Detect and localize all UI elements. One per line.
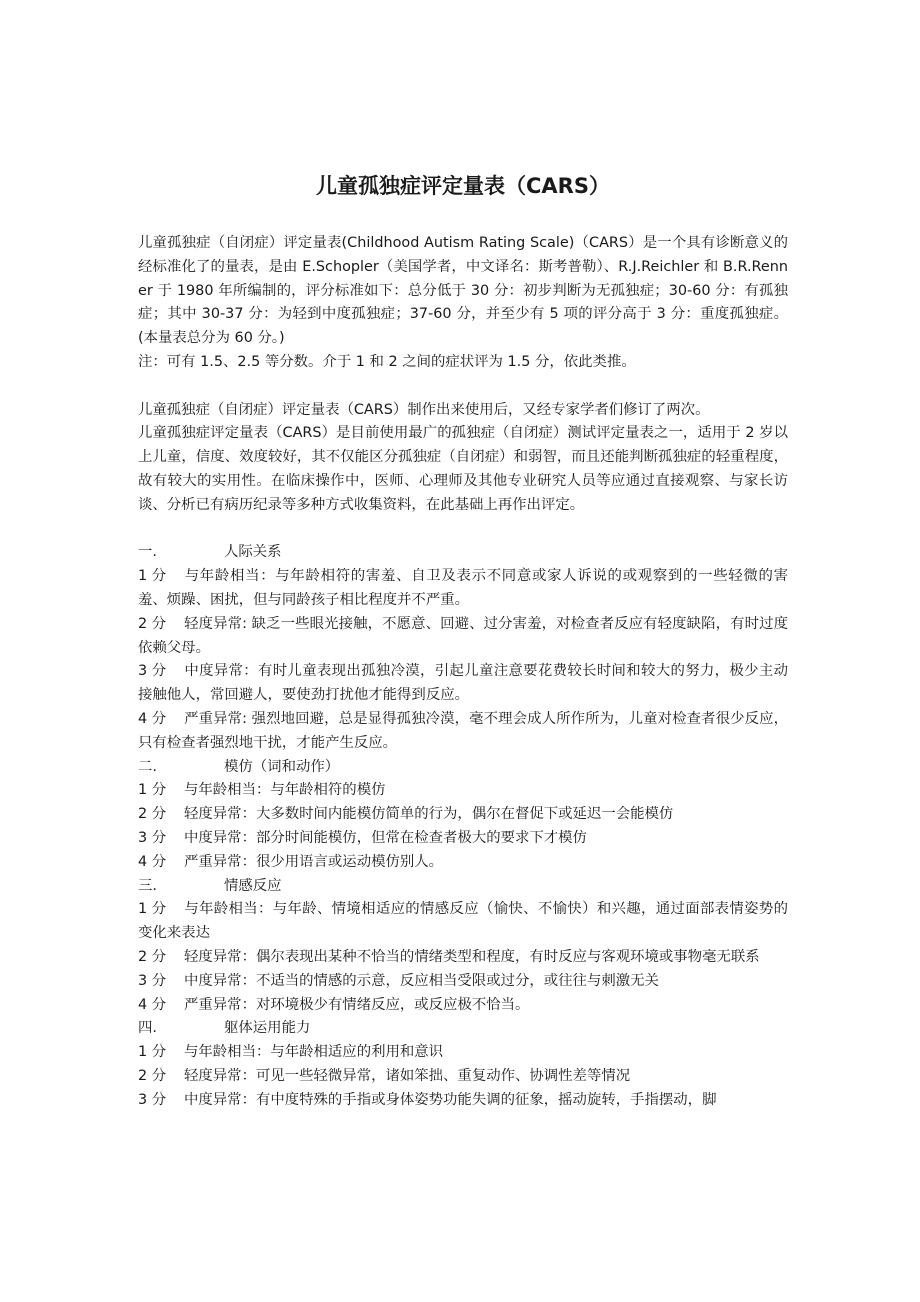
score-label: 2 分 — [138, 615, 167, 632]
score-description: 轻度异常：偶尔表现出某种不恰当的情绪类型和程度，有时反应与客观环境或事物毫无联系 — [184, 948, 760, 965]
section-name: 情感反应 — [224, 877, 282, 894]
score-item — [138, 851, 788, 875]
score-description: 轻度异常：可见一些轻微异常，诸如笨拙、重复动作、协调性差等情况 — [184, 1067, 631, 1084]
score-item — [138, 565, 788, 613]
score-label: 3 分 — [138, 972, 167, 989]
score-description: 中度异常：有时儿童表现出孤独冷漠，引起儿童注意要花费较长时间和较大的努力，极少主动接触他人，常回避人，要使劲打扰他才能得到反应。 — [138, 663, 788, 704]
score-item — [138, 994, 788, 1018]
score-item — [138, 660, 788, 708]
section-number: 二. — [138, 758, 157, 775]
score-description: 轻度异常：大多数时间内能模仿简单的行为，偶尔在督促下或延迟一会能模仿 — [184, 806, 674, 823]
background-paragraph: 儿童孤独症评定量表（CARS）是目前使用最广的孤独症（自闭症）测试评定量表之一，适用于 2 岁以上儿童，信度、效度较好，其不仅能区分孤独症（自闭症）和弱智，而且还能判断孤独症的轻重程度，故有较大的实用性。在临床操作中，医师、心理师及其他专业研究人员等应通过直接观察、与家长访谈、分析已有病历纪录等多种方式收集资料，在此基础上再作出评定。 — [138, 425, 788, 513]
score-description: 严重异常：很少用语言或运动模仿别人。 — [184, 853, 444, 870]
section-name: 人际关系 — [224, 544, 282, 561]
score-description: 中度异常：有中度特殊的手指或身体姿势功能失调的征象，摇动旋转，手指摆动，脚 — [184, 1091, 717, 1108]
section-heading — [138, 1017, 788, 1041]
document-body — [138, 232, 788, 1112]
score-description: 轻度异常: 缺乏一些眼光接触，不愿意、回避、过分害羞，对检查者反应有轻度缺陷，有时过度依赖父母。 — [138, 615, 788, 656]
score-label: 3 分 — [138, 829, 167, 846]
score-description: 中度异常：不适当的情感的示意，反应相当受限或过分，或往往与刺激无关 — [184, 972, 659, 989]
score-label: 2 分 — [138, 948, 167, 965]
score-label: 1 分 — [138, 782, 167, 799]
score-description: 中度异常：部分时间能模仿，但常在检查者极大的要求下才模仿 — [184, 829, 587, 846]
score-label: 1 分 — [138, 1044, 167, 1061]
score-label: 4 分 — [138, 710, 167, 727]
score-item — [138, 708, 788, 756]
spacer — [138, 518, 788, 542]
score-item — [138, 1041, 788, 1065]
section-name: 躯体运用能力 — [224, 1020, 311, 1037]
score-item — [138, 970, 788, 994]
score-label: 2 分 — [138, 806, 167, 823]
score-item — [138, 946, 788, 970]
score-description: 与年龄相当：与年龄相符的害羞、自卫及表示不同意或家人诉说的或观察到的一些轻微的害羞、烦躁、困扰，但与同龄孩子相比程度并不严重。 — [138, 568, 788, 608]
score-description: 严重异常: 强烈地回避，总是显得孤独冷漠，毫不理会成人所作所为，儿童对检查者很少反应，只有检查者强烈地干扰，才能产生反应。 — [138, 710, 788, 751]
score-label: 1 分 — [138, 901, 167, 918]
section-heading — [138, 541, 788, 565]
intro-paragraph: 儿童孤独症（自闭症）评定量表(Childhood Autism Rating Scale)（CARS）是一个具有诊断意义的经标准化了的量表，是由 E.Schopler（美国学者，中文译名：斯考普勒）、R.J.Reichler 和 B.R.Renner 于 1980 年所编制的，评分标准如下：总分低于 30 分：初步判断为无孤独症；30-60 分：有孤独症；其中 30-37 分：为轻到中度孤独症；37-60 分，并至少有 5 项的评分高于 3 分：重度孤独症。(本量表总分为 60 分。) — [138, 235, 788, 347]
score-description: 与年龄相当：与年龄、情境相适应的情感反应（愉快、不愉快）和兴趣，通过面部表情姿势的变化来表达 — [138, 901, 788, 942]
score-description: 与年龄相当：与年龄相符的模仿 — [184, 782, 386, 799]
section-number: 一. — [138, 544, 157, 561]
score-description: 严重异常：对环境极少有情绪反应，或反应极不恰当。 — [184, 996, 530, 1013]
score-item — [138, 613, 788, 661]
score-description: 与年龄相当：与年龄相适应的利用和意识 — [184, 1044, 444, 1061]
score-label: 2 分 — [138, 1067, 167, 1084]
score-label: 1 分 — [138, 568, 167, 585]
spacer — [138, 375, 788, 399]
score-label: 3 分 — [138, 663, 167, 680]
score-label: 3 分 — [138, 1091, 167, 1108]
score-label: 4 分 — [138, 853, 167, 870]
background-paragraph: 儿童孤独症（自闭症）评定量表（CARS）制作出来使用后，又经专家学者们修订了两次。 — [138, 401, 710, 418]
intro-note: 注：可有 1.5、2.5 等分数。介于 1 和 2 之间的症状评为 1.5 分，依此类推。 — [138, 353, 636, 370]
score-item — [138, 1089, 788, 1113]
score-item — [138, 1065, 788, 1089]
section-heading — [138, 875, 788, 899]
score-label: 4 分 — [138, 996, 167, 1013]
section-number: 三. — [138, 877, 157, 894]
section-number: 四. — [138, 1020, 157, 1037]
score-item — [138, 779, 788, 803]
section-name: 模仿（词和动作） — [224, 758, 340, 775]
document-title: 儿童孤独症评定量表（CARS） — [316, 174, 610, 198]
score-item — [138, 827, 788, 851]
score-item — [138, 803, 788, 827]
section-heading — [138, 756, 788, 780]
score-item — [138, 898, 788, 946]
